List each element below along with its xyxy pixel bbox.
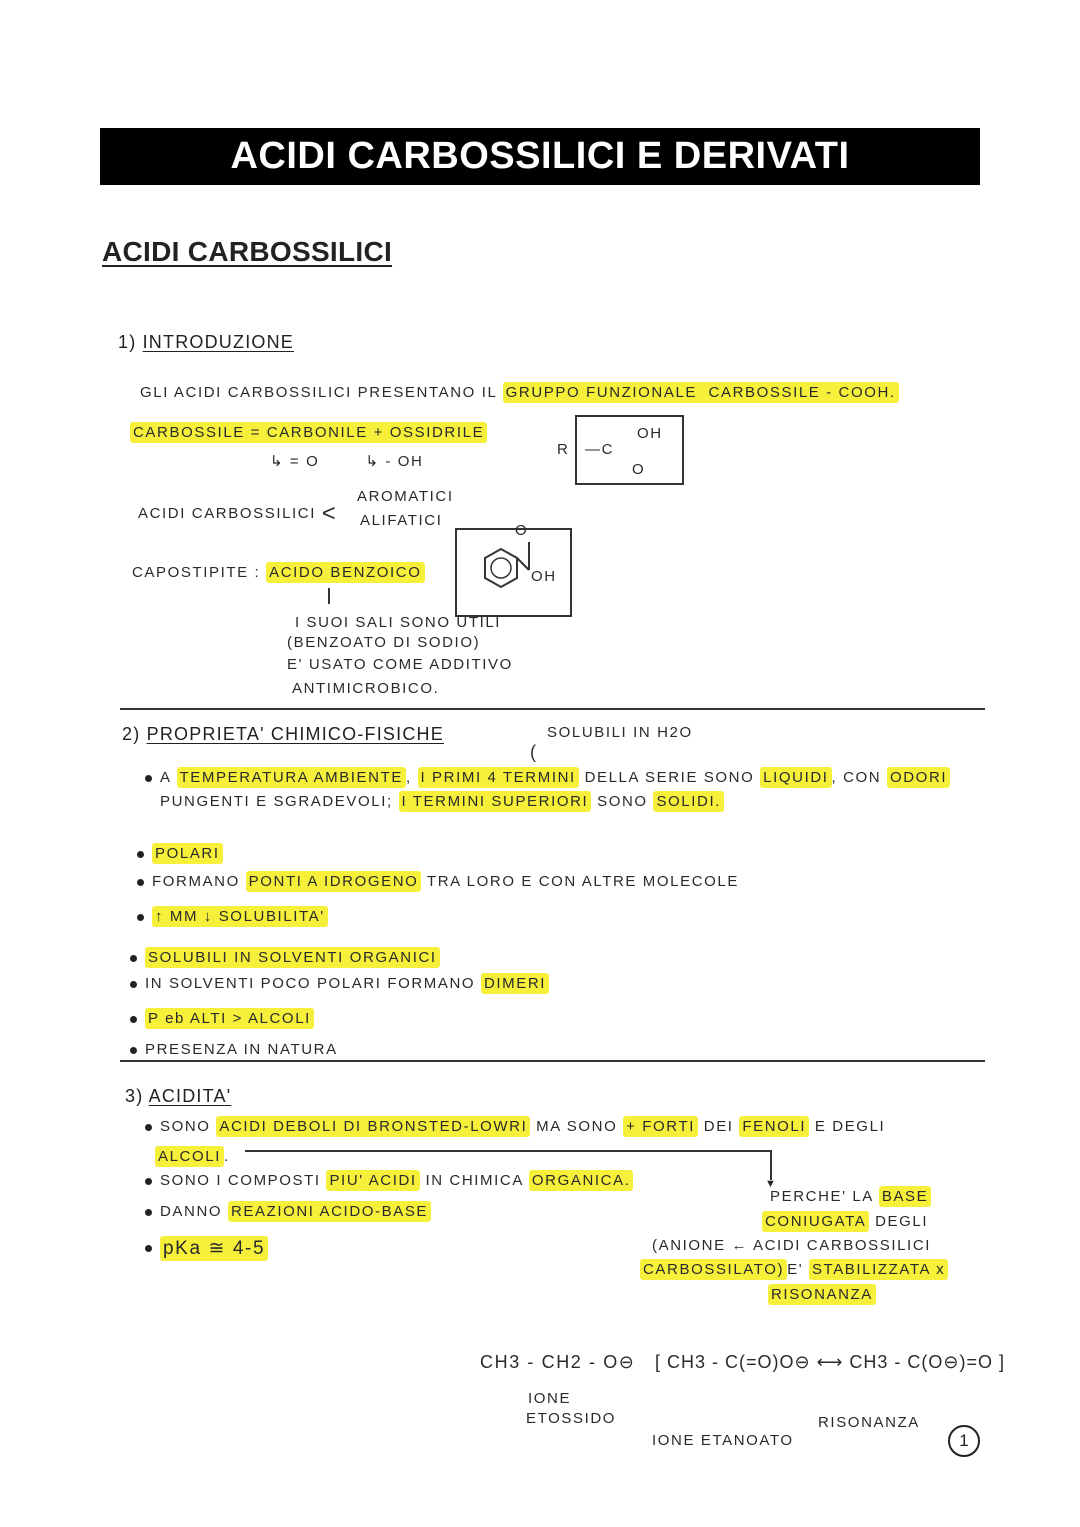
section-label: PROPRIETA' CHIMICO-FISICHE: [146, 724, 444, 744]
ethoxide-label: IONE: [528, 1390, 572, 1407]
bullet-item: [145, 1237, 268, 1260]
classif-text: ACIDI CARBOSSILICI: [138, 504, 317, 522]
explanation-line: [770, 1188, 931, 1205]
text: SONO: [160, 1118, 217, 1135]
annotation-bracket: (: [530, 742, 538, 762]
text: CAPOSTIPITE :: [132, 564, 267, 581]
highlighted-text: ↑ MM ↓ SOLUBILITA': [152, 906, 328, 927]
explanation-line: [768, 1286, 876, 1303]
intro-line: [140, 384, 899, 401]
text: PUNGENTI E SGRADEVOLI;: [160, 793, 399, 810]
text: IN CHIMICA: [419, 1172, 529, 1189]
benzoic-o: O: [515, 522, 529, 539]
text: ,: [405, 769, 418, 786]
highlighted-text: pKa ≅ 4-5: [160, 1236, 268, 1261]
acid-section-title: [125, 1086, 231, 1107]
bullet-item: [145, 1203, 431, 1220]
highlighted-text: GRUPPO FUNZIONALE CARBOSSILE - COOH.: [503, 382, 899, 403]
bullet-item: [130, 1010, 314, 1027]
note-line: ANTIMICROBICO.: [292, 680, 440, 697]
carboxyl-formula-box: [557, 415, 684, 485]
text: (ANIONE ← ACIDI CARBOSSILICI: [652, 1237, 932, 1254]
highlighted-text: REAZIONI ACIDO-BASE: [228, 1201, 431, 1222]
capostipite-line: [132, 564, 425, 581]
classif-aliphatic: ALIFATICI: [360, 512, 443, 529]
page-number: 1: [948, 1425, 980, 1457]
bullet-item: [130, 1041, 338, 1058]
formula-c: —C: [585, 441, 615, 458]
highlighted-text: + FORTI: [623, 1116, 698, 1137]
bullet-item: [145, 769, 950, 786]
highlighted-text: ORGANICA.: [529, 1170, 634, 1191]
text: DELLA SERIE SONO: [578, 769, 761, 786]
highlighted-text: FENOLI: [739, 1116, 809, 1137]
highlighted-text: PONTI A IDROGENO: [246, 871, 422, 892]
text: DEGLI: [869, 1213, 929, 1230]
highlighted-text: POLARI: [152, 843, 223, 864]
highlighted-text: TEMPERATURA AMBIENTE: [177, 767, 406, 788]
bullet-item: [130, 975, 549, 992]
bullet-item: [137, 908, 328, 925]
arrow-line: [770, 1150, 772, 1180]
text: E DEGLI: [809, 1118, 886, 1135]
ethanoate-resonance-formula: [ CH3 - C(=O)O⊖ ⟷ CH3 - C(O⊖)=O ]: [655, 1352, 1005, 1372]
bullet-item: [145, 1118, 885, 1135]
highlighted-text: PIU' ACIDI: [326, 1170, 419, 1191]
highlighted-text: CARBOSSILATO): [640, 1259, 787, 1280]
divider: [120, 708, 985, 710]
text: SONO: [591, 793, 654, 810]
arrow-down-icon: ▼: [765, 1178, 776, 1190]
highlighted-text: DIMERI: [481, 973, 549, 994]
text: PERCHE' LA: [770, 1188, 879, 1205]
bullet-item-cont: [160, 793, 724, 810]
text: FORMANO: [152, 873, 246, 890]
ethoxide-formula: CH3 - CH2 - O⊖: [480, 1352, 636, 1372]
text: DEI: [698, 1118, 740, 1135]
text: E': [787, 1261, 809, 1278]
bullet-item: [130, 949, 440, 966]
bullet-item-cont: [155, 1148, 230, 1165]
highlighted-text: SOLIDI.: [653, 791, 724, 812]
highlighted-text: I TERMINI SUPERIORI: [399, 791, 592, 812]
solubility-annotation: SOLUBILI IN H2O: [547, 724, 693, 741]
text: ↳ = O ↳ - OH: [270, 453, 424, 470]
text: PRESENZA IN NATURA: [145, 1041, 338, 1058]
highlighted-text: STABILIZZATA x: [809, 1259, 948, 1280]
section-label: ACIDITA': [148, 1086, 232, 1106]
divider: [120, 1060, 985, 1062]
intro-line: [270, 452, 423, 470]
section-number: 3): [125, 1086, 144, 1106]
text: GLI ACIDI CARBOSSILICI PRESENTANO IL: [140, 384, 503, 401]
note-line: E' USATO COME ADDITIVO: [287, 656, 513, 673]
explanation-line: [640, 1261, 948, 1278]
section-number: 1): [118, 332, 137, 352]
highlighted-text: LIQUIDI: [760, 767, 831, 788]
highlighted-text: RISONANZA: [768, 1284, 876, 1305]
text: .: [223, 1148, 230, 1165]
highlighted-text: BASE: [879, 1186, 931, 1207]
text: TRA LORO E CON ALTRE MOLECOLE: [421, 873, 739, 890]
section-heading: ACIDI CARBOSSILICI: [102, 236, 393, 267]
text: IN SOLVENTI POCO POLARI FORMANO: [145, 975, 481, 992]
connector-line: [328, 588, 330, 604]
text: A: [160, 769, 177, 786]
section-number: 2): [122, 724, 141, 744]
highlighted-text: SOLUBILI IN SOLVENTI ORGANICI: [145, 947, 440, 968]
formula-o: O: [632, 461, 646, 478]
highlighted-text: I PRIMI 4 TERMINI: [418, 767, 579, 788]
intro-line: [130, 424, 487, 441]
resonance-label: RISONANZA: [818, 1414, 920, 1431]
explanation-line: [762, 1213, 928, 1230]
classification-label: ACIDI CARBOSSILICI <: [138, 500, 338, 527]
formula-r: R: [557, 441, 570, 458]
highlighted-text: ALCOLI: [155, 1146, 224, 1167]
highlighted-text: ACIDO BENZOICO: [266, 562, 424, 583]
text: DANNO: [160, 1203, 228, 1220]
highlighted-text: ODORI: [887, 767, 950, 788]
bullet-item: [145, 1172, 633, 1189]
highlighted-text: P eb ALTI > ALCOLI: [145, 1008, 314, 1029]
formula-oh: OH: [637, 425, 663, 442]
text: , CON: [831, 769, 887, 786]
document-title: ACIDI CARBOSSILICI E DERIVATI: [100, 128, 980, 185]
highlighted-text: CONIUGATA: [762, 1211, 869, 1232]
highlighted-text: CARBOSSILE = CARBONILE + OSSIDRILE: [130, 422, 487, 443]
bullet-item: [137, 873, 739, 890]
benzoic-acid-structure: [455, 522, 572, 617]
text: MA SONO: [530, 1118, 624, 1135]
ethanoate-label: IONE ETANOATO: [652, 1432, 794, 1449]
benzoic-oh: OH: [531, 568, 557, 585]
section-label: INTRODUZIONE: [142, 332, 295, 352]
note-line: (BENZOATO DI SODIO): [287, 634, 481, 651]
bullet-item: [137, 845, 223, 862]
ethoxide-label: ETOSSIDO: [526, 1410, 617, 1427]
arrow-line: [245, 1150, 772, 1152]
note-line: I SUOI SALI SONO UTILI: [295, 614, 502, 631]
classif-aromatic: AROMATICI: [357, 488, 454, 505]
props-section-title: [122, 724, 444, 745]
highlighted-text: ACIDI DEBOLI DI BRONSTED-LOWRI: [216, 1116, 530, 1137]
explanation-line: [652, 1237, 931, 1254]
intro-section-title: [118, 332, 294, 353]
text: SONO I COMPOSTI: [160, 1172, 327, 1189]
